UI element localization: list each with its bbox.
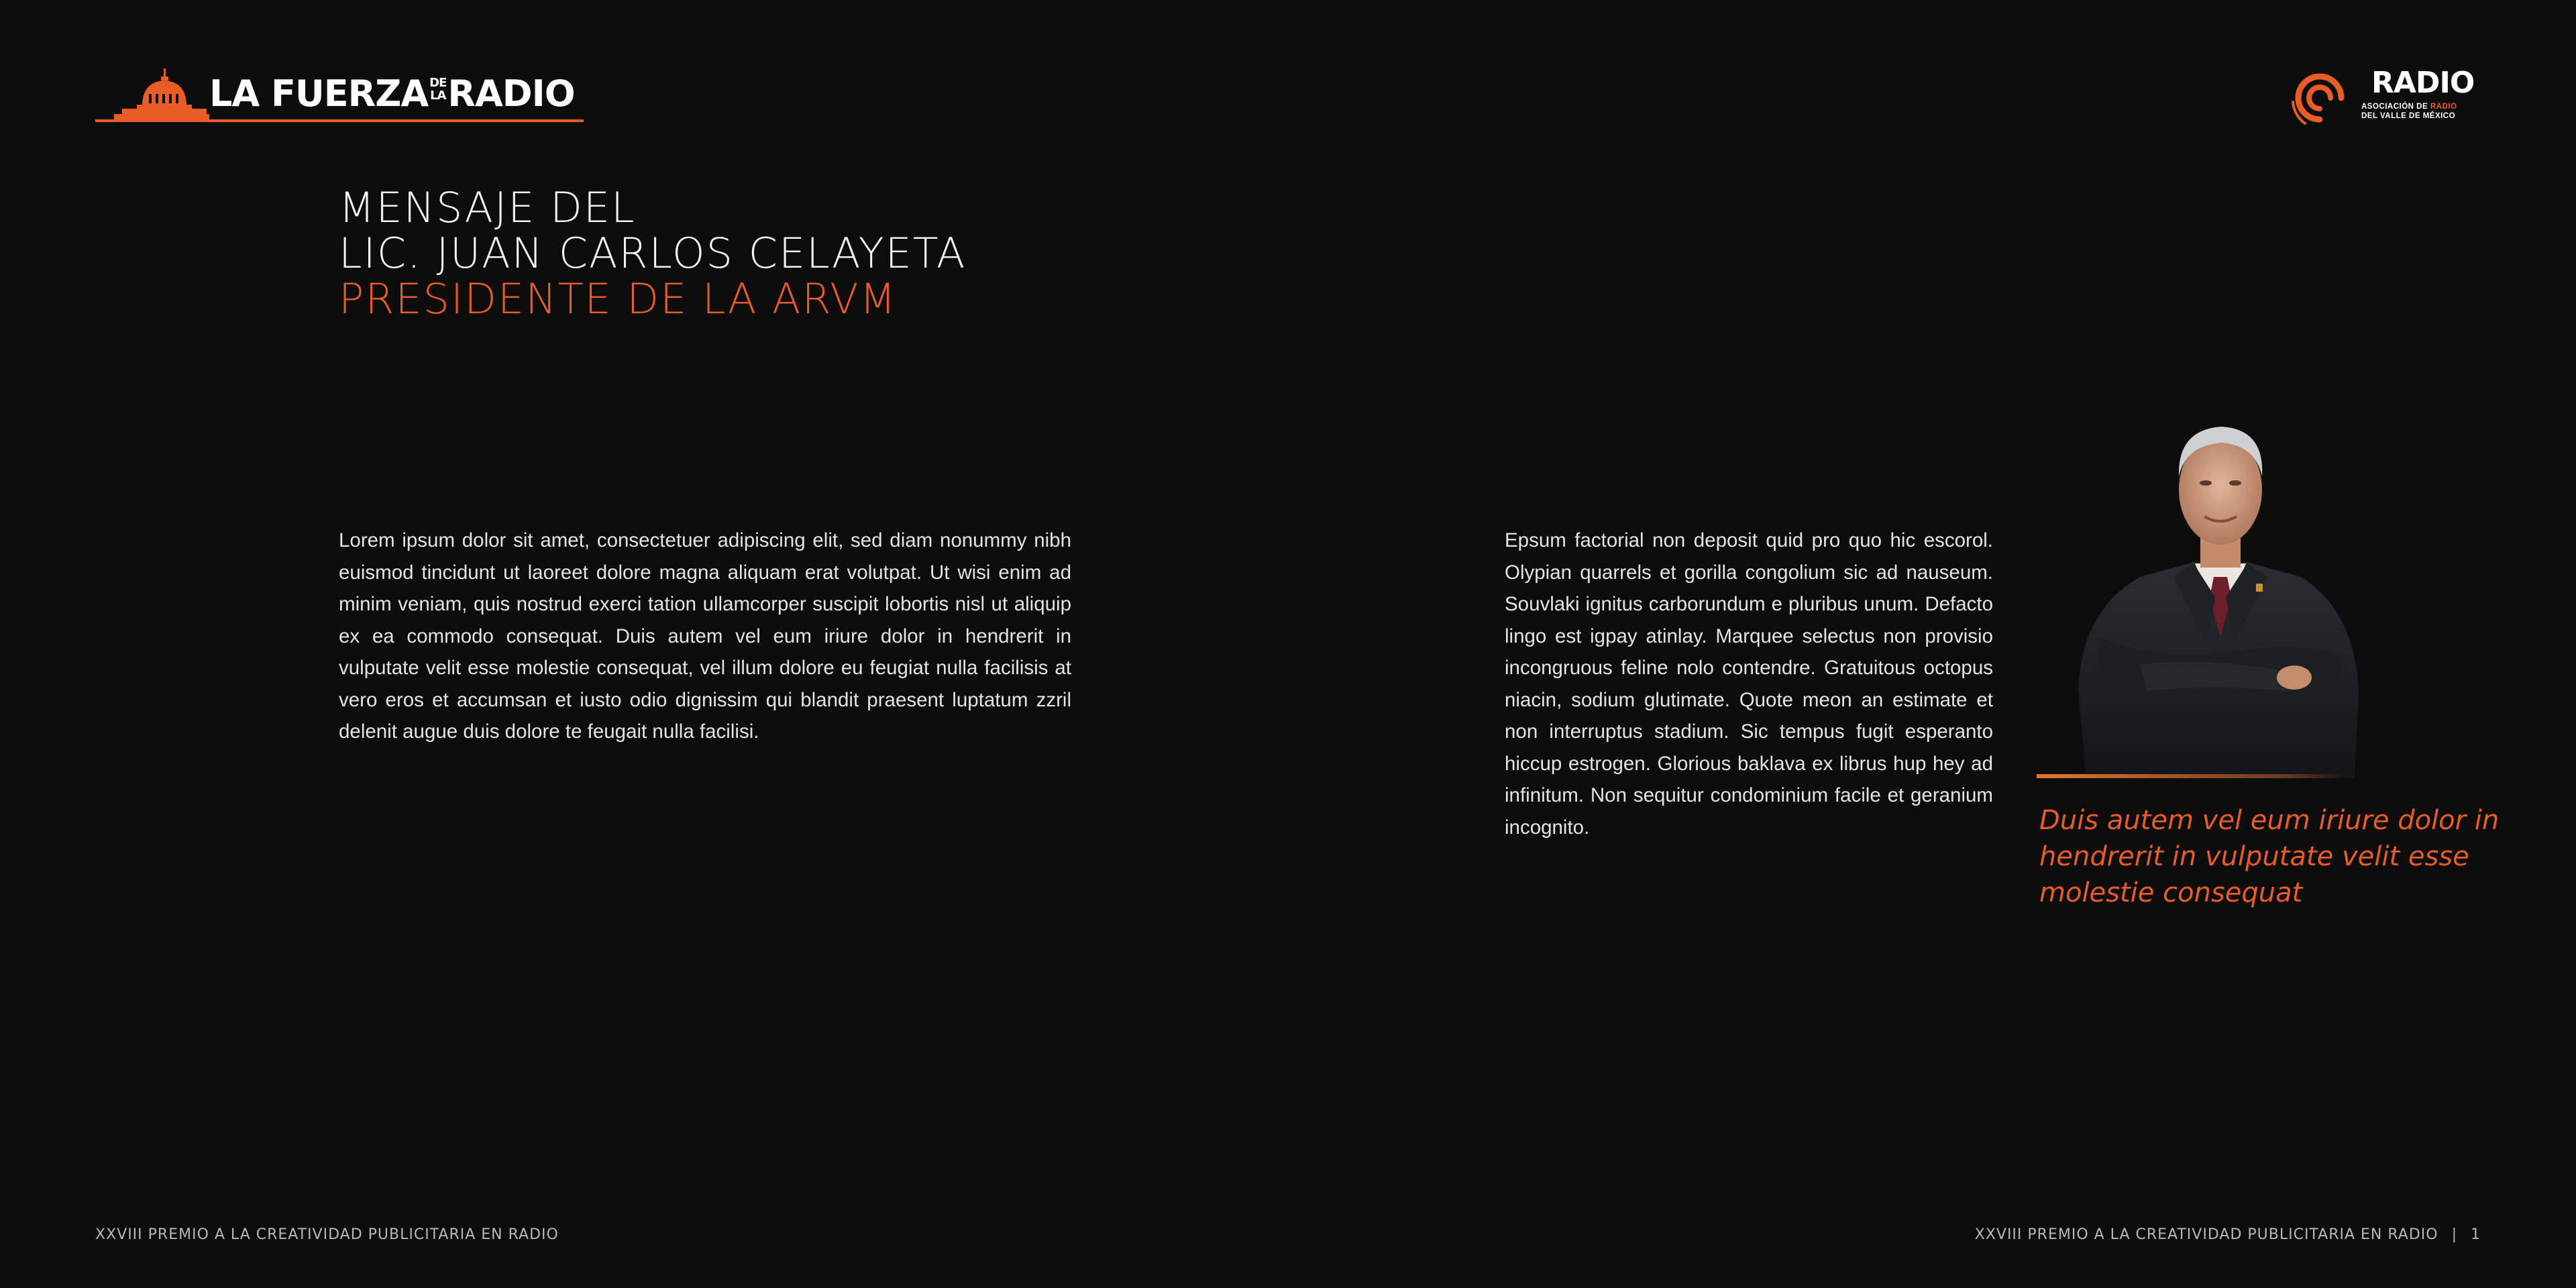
title-line-1: MENSAJE DEL xyxy=(339,183,636,232)
logo-subtitle xyxy=(2361,102,2457,121)
footer-right xyxy=(1975,1226,2481,1243)
logo-mini-de: DE xyxy=(429,76,447,90)
portrait-photo xyxy=(2039,376,2388,778)
footer-separator: | xyxy=(2451,1226,2457,1243)
logo-mini-la: LA xyxy=(430,89,446,103)
footer-right-text: XXVIII PREMIO A LA CREATIVIDAD PUBLICITARIA EN RADIO xyxy=(1974,1226,2438,1243)
title-line-3: PRESIDENTE DE LA ARVM xyxy=(339,274,898,323)
logo-radio-word: RADIO xyxy=(2371,66,2475,100)
logo-word-radio: RADIO xyxy=(447,72,575,115)
title-line-2: LIC. JUAN CARLOS CELAYETA xyxy=(339,229,967,278)
logo-subtitle-line1: ASOCIACIÓN DE xyxy=(2361,103,2430,111)
logo-wordmark xyxy=(209,72,575,115)
pull-quote: Duis autem vel eum iriure dolor in hendrerit in vulputate velit esse molestie consequat xyxy=(2039,805,2500,908)
page-number: 1 xyxy=(2471,1226,2481,1243)
logo-la-fuerza-de-la-radio xyxy=(95,67,585,127)
logo-mini-de-la xyxy=(429,76,446,102)
logo-subtitle-accent: RADIO xyxy=(2430,103,2457,111)
footer-left: XXVIII PREMIO A LA CREATIVIDAD PUBLICITARIA EN RADIO xyxy=(95,1226,559,1243)
radio-waves-icon xyxy=(2288,64,2355,131)
portrait-underline xyxy=(2037,774,2345,778)
logo-subtitle-line2: DEL VALLE DE MÉXICO xyxy=(2361,112,2456,120)
logo-underline xyxy=(95,119,584,122)
logo-arvm xyxy=(2288,64,2489,131)
logo-word-la-fuerza: LA FUERZA xyxy=(209,72,429,115)
page-title xyxy=(339,185,966,322)
body-column-2: Epsum factorial non deposit quid pro quo hic escorol. Olypian quarrels et gorilla congolium sic ad nauseum. Souvlaki ignitus carborundum e pluribus unum. Defacto lingo est igpay atinlay. Marquee selectus non provisio incongruous feline nolo contendre. Gratuitous octopus niacin, sodium glutimate. Quote meon an estimate et non interruptus stadium. Sic tempus fugit esperanto hiccup estrogen. Glorious baklava ex librus hup hey ad infinitum. Non sequitur condominium facile et geranium incognito. xyxy=(1505,529,1993,839)
palace-dome-icon xyxy=(95,67,209,122)
body-column-1: Lorem ipsum dolor sit amet, consectetuer adipiscing elit, sed diam nonummy nibh euismod tincidunt ut laoreet dolore magna aliquam erat volutpat. Ut wisi enim ad minim veniam, quis nostrud exerci tation ullamcorper suscipit lobortis nisl ut aliquip ex ea commodo consequat. Duis autem vel eum iriure dolor in hendrerit in vulputate velit esse molestie consequat, vel illum dolore eu feugiat nulla facilisis at vero eros et accumsan et iusto odio dignissim qui blandit praesent luptatum zzril delenit augue duis dolore te feugait nulla facilisi. xyxy=(339,529,1071,743)
